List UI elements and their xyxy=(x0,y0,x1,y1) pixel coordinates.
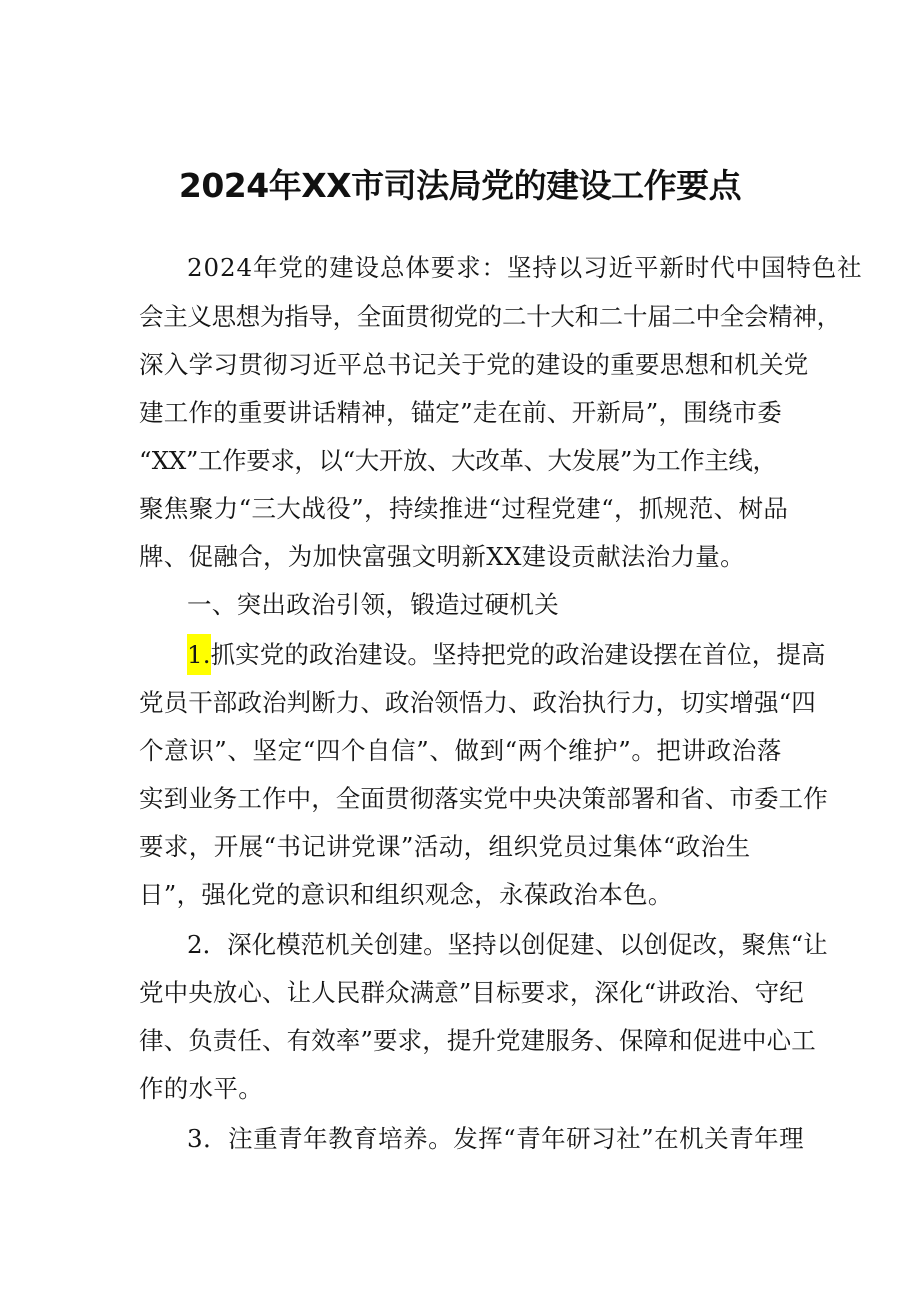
text-line: 2．深化模范机关创建。坚持以创促建、以创促改，聚焦“让 xyxy=(187,930,828,959)
text-line: 聚焦聚力“三大战役”，持续推进“过程党建“，抓规范、树品 xyxy=(139,494,789,523)
text-line xyxy=(187,640,826,670)
text-line: 3．注重青年教育培养。发挥“青年研习社”在机关青年理 xyxy=(187,1124,805,1153)
item-1-first-line: 抓实党的政治建设。坚持把党的政治建设摆在首位，提高 xyxy=(210,640,826,669)
text-line: 个意识”、坚定“四个自信”、做到“两个维护”。把讲政治落 xyxy=(139,736,782,765)
text-line: 律、负责任、有效率”要求，提升党建服务、保障和促进中心工 xyxy=(139,1026,816,1055)
document-title: 2024年XX市司法局党的建设工作要点 xyxy=(178,166,742,205)
text-line: 党员干部政治判断力、政治领悟力、政治执行力，切实增强“四 xyxy=(139,688,816,717)
text-line: 深入学习贯彻习近平总书记关于党的建设的重要思想和机关党 xyxy=(139,350,809,379)
text-line: 实到业务工作中，全面贯彻落实党中央决策部署和省、市委工作 xyxy=(139,784,828,813)
text-line: 2024年党的建设总体要求：坚持以习近平新时代中国特色社 xyxy=(187,253,863,282)
text-line: 日”，强化党的意识和组织观念，永葆政治本色。 xyxy=(139,880,673,909)
text-line: 牌、促融合，为加快富强文明新XX建设贡献法治力量。 xyxy=(139,542,745,571)
text-line: 会主义思想为指导，全面贯彻党的二十大和二十届二中全会精神， xyxy=(139,302,841,331)
highlighted-marker: 1. xyxy=(187,634,211,675)
text-line: 党中央放心、让人民群众满意”目标要求，深化“讲政治、守纪 xyxy=(139,978,804,1007)
section-heading: 一、突出政治引领，锻造过硬机关 xyxy=(187,590,559,619)
text-line: 作的水平。 xyxy=(139,1074,263,1103)
text-line: 要求，开展“书记讲党课”活动，组织党员过集体“政治生 xyxy=(139,832,751,861)
text-line: 建工作的重要讲话精神，锚定”走在前、开新局”，围绕市委 xyxy=(139,398,782,427)
text-line: “XX”工作要求，以“大开放、大改革、大发展”为工作主线， xyxy=(139,446,777,475)
